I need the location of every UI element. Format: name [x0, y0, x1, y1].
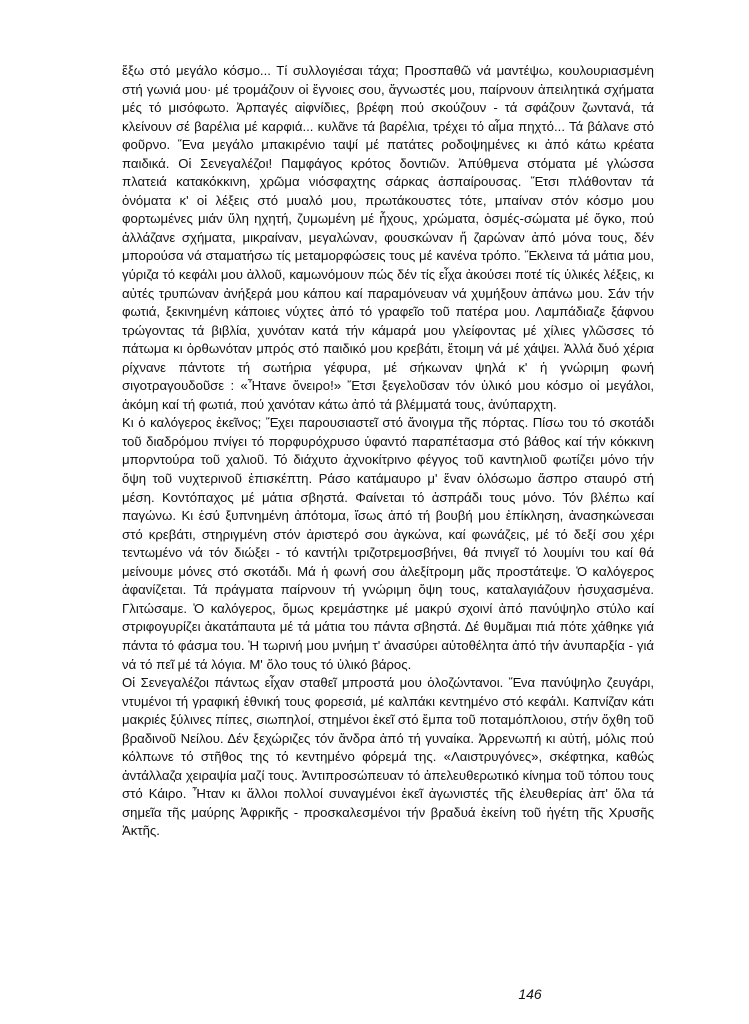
body-text [122, 62, 654, 841]
paragraph: Οἱ Σενεγαλέζοι πάντως εἶχαν σταθεῖ μπροστά μου ὁλοζώντανοι. Ἕνα πανύψηλο ζευγάρι, ντυμένοι τή γραφική ἐθνική τους φορεσιά, μέ καλπάκι κεντημένο στό κεφάλι. Καπνίζαν κάτι μακριές ξύλινες πίπες, σιωπηλοί, στημένοι ἐκεῖ στό ἔμπα τοῦ ποταμόπλοιου, στήν ὄχθη τοῦ βραδινοῦ Νείλου. Δέν ξεχώριζες τόν ἄνδρα ἀπό τή γυναίκα. Ἀρρενωπή κι αὐτή, μόλις πού κόλπωνε τό στῆθος της τό κεντημένο φόρεμά της. «Λαιστρυγόνες», σκέφτηκα, καθώς ἀντάλλαζα χειραψία μαζί τους. Ἀντιπροσώπευαν τό ἀπελευθερωτικό κίνημα τοῦ τόπου τους στό Κάιρο. Ἦταν κι ἄλλοι πολλοί συναγμένοι ἐκεῖ ἀγωνιστές τῆς ἐλευθερίας ἀπ' ὅλα τά σημεῖα τῆς μαύρης Ἀφρικῆς - προσκαλεσμένοι τήν βραδυά ἐκείνη τοῦ ἡγέτη τῆς Χρυσῆς Ἀκτῆς. [122, 675, 654, 839]
paragraph: Κι ὁ καλόγερος ἐκεῖνος; Ἔχει παρουσιαστεῖ στό ἄνοιγμα τῆς πόρτας. Πίσω του τό σκοτάδι τοῦ διαδρόμου πνίγει τό πορφυρόχρυσο ὑφαντό παραπέτασμα στό βάθος καί τήν κόκκινη μπορντούρα τοῦ χαλιοῦ. Τό διάχυτο ἀχνοκίτρινο φέγγος τοῦ καντηλιοῦ φωτίζει μόνο τήν ὄψη τοῦ νυχτερινοῦ ἐπισκέπτη. Ράσο κατάμαυρο μ' ἕναν ὁλόσωμο ἄσπρο σταυρό στή μέση. Κοντόπαχος μέ μάτια σβηστά. Φαίνεται τό ἀσπράδι τους μόνο. Τόν βλέπω καί παγώνω. Κι ἐσύ ξυπνημένη ἀπότομα, ἴσως ἀπό τή βουβή μου ἐπίκληση, ἀνασηκώνεσαι στό κρεβάτι, στηριγμένη στόν ἀριστερό σου ἀγκώνα, καί φωνάζεις, μέ τό δεξί σου χέρι τεντωμένο νά τόν διώξει - τό καντήλι τριζοτρεμοσβήνει, θά πνιγεῖ τό λουμίνι του καί θά μείνουμε μόνες στό σκοτάδι. Μά ἡ φωνή σου ἀλεξίτρομη μᾶς προστάτεψε. Ὁ καλόγερος ἀφανίζεται. Τά πράγματα παίρνουν τή γνώριμη ὄψη τους, καταλαγιάζουν ἡσυχασμένα. Γλιτώσαμε. Ὁ καλόγερος, ὅμως κρεμάστηκε μέ μακρύ σχοινί ἀπό πανύψηλο στύλο καί στριφογυρίζει ἀκατάπαυτα μέ τά μάτια του πάντα σβηστά. Δέ θυμᾶμαι πιά πότε χάθηκε γιά πάντα τό φάσμα του. Ἡ τωρινή μου μνήμη τ' ἀνασύρει αὐτοθέλητα ἀπό τήν ἀνυπαρξία - γιά νά τό πεῖ μέ τά λόγια. Μ' ὅλο τους τό ὑλικό βάρος. [122, 415, 654, 672]
page-number: 146 [518, 986, 542, 1002]
paragraph: ἔξω στό μεγάλο κόσμο... Τί συλλογιέσαι τάχα; Προσπαθῶ νά μαντέψω, κουλουριασμένη στή γωνιά μου· μέ τρομάζουν οἱ ἔγνοιες σου, ἄγνωστές μου, παίρνουν ἀπειλητικά σχήματα μές τό μισόφωτο. Ἀρπαγές αἰφνίδιες, βρέφη πού σκούζουν - τά σφάζουν ζωντανά, τά κλείνουν σέ βαρέλια μέ καρφιά... κυλᾶνε τά βαρέλια, τρέχει τό αἷμα πηχτό... Τά βάλανε στό φοῦρνο. Ἕνα μεγάλο μπακιρένιο ταψί μέ πατάτες ροδοψημένες κι ἀπό κάτω κρέατα παιδικά. Οἱ Σενεγαλέζοι! Παμφάγος κρότος δοντιῶν. Ἀπύθμενα στόματα μέ γλώσσα πλατειά κατακόκκινη, χρῶμα νιόσφαχτης σάρκας ἀσπαίρουσας. Ἔτσι πλάθονταν τά ὀνόματα κ' οἱ λέξεις στό μυαλό μου, πρωτάκουστες τότε, μπαίναν στόν κόσμο μου φορτωμένες μιάν ὕλη ηχητή, ζυμωμένη μέ ἦχους, χρώματα, ὀσμές-σώματα μέ ὄγκο, πού ἀλλάζανε σχήματα, μικραίναν, μεγαλώναν, φουσκώναν ἤ ζαρώναν ἀπό μόνα τους, δέν μπορούσα νά σταματήσω τίς μεταμορφώσεις τους μέ κανένα τρόπο. Ἔκλεινα τά μάτια μου, γύριζα τό κεφάλι μου ἀλλοῦ, καμωνόμουν πώς δέν τίς εἶχα ἀκούσει ποτέ τίς ὑλικές λέξεις, κι αὐτές τρυπώναν ἀνήξερά μου κάπου καί παραμόνευαν νά χυμήξουν ἀπάνω μου. Σάν τήν φωτιά, ξεκινημένη κάποιες νύχτες ἀπό τό γραφεῖο τοῦ πατέρα μου. Λαμπάδιαζε ξάφνου τρώγοντας τά βιβλία, χυνόταν κατά τήν κάμαρά μου γλείφοντας μέ χίλιες γλῶσσες τό πάτωμα κι ὀρθωνόταν μπρός στό παιδικό μου κρεβάτι, ἕτοιμη νά μέ χάψει. Ἀλλά δυό χέρια ρίχνανε πάντοτε τή σωτήρια γέφυρα, μέ σήκωναν ψηλά κ' ἡ γνώριμη φωνή σιγοτραγουδοῦσε : «Ἦτανε ὄνειρο!» Ἔτσι ξεγελοῦσαν τόν ὑλικό μου κόσμο οἱ μεγάλοι, ἀκόμη καί τή φωτιά, πού χανόταν κάτω ἀπό τά βλέμματά τους, ἀνύπαρχτη. [122, 63, 654, 412]
